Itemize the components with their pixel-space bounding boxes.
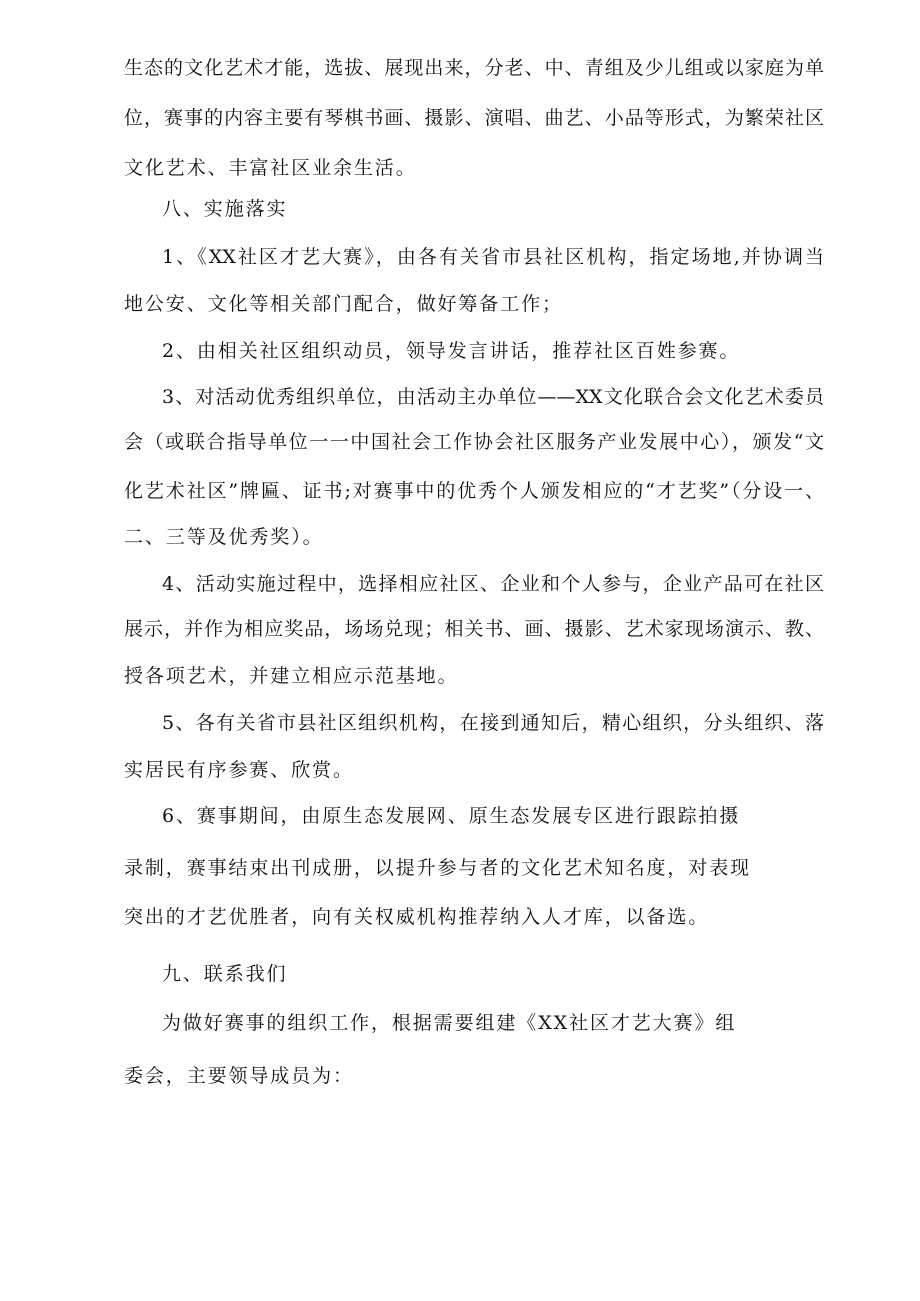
list-item-line: 展示，并作为相应奖品，场场兑现；相关书、画、摄影、艺术家现场演示、教、 [124,618,824,640]
section-heading: 八、实施落实 [162,198,288,220]
list-item-line: 5、各有关省市县社区组织机构，在接到通知后，精心组织，分头组织、落 [162,712,824,734]
paragraph-line: 位，赛事的内容主要有琴棋书画、摄影、演唱、曲艺、小品等形式，为繁荣社区 [124,107,824,129]
list-item-line: 化艺术社区”牌匾、证书;对赛事中的优秀个人颁发相应的“才艺奖”（分设一、 [124,480,824,502]
list-item-line: 2、由相关社区组织动员，领导发言讲话，推荐社区百姓参赛。 [162,340,741,362]
section-heading: 九、联系我们 [162,963,288,985]
list-item-line: 实居民有序参赛、欣赏。 [124,759,354,781]
list-item-line: 录制，赛事结束出刊成册，以提升参与者的文化艺术知名度，对表现 [124,857,752,879]
list-item-line: 3、对活动优秀组织单位，由活动主办单位——XX文化联合会文化艺术委员 [162,386,824,408]
paragraph-line: 委会，主要领导成员为： [124,1065,354,1087]
list-item-line: 地公安、文化等相关部门配合，做好筹备工作； [124,293,563,315]
list-item-line: 6、赛事期间，由原生态发展网、原生态发展专区进行跟踪拍摄 [162,805,741,827]
paragraph-line: 生态的文化艺术才能，选拔、展现出来，分老、中、青组及少儿组或以家庭为单 [124,57,824,79]
list-item-line: 二、三等及优秀奖）。 [124,526,324,548]
list-item-line: 授各项艺术，并建立相应示范基地。 [124,665,459,687]
list-item-line: 突出的才艺优胜者，向有关权威机构推荐纳入人才库，以备选。 [124,906,710,928]
list-item-line: 会（或联合指导单位一一中国社会工作协会社区服务产业发展中心），颁发“文 [124,431,824,453]
paragraph-line: 为做好赛事的组织工作，根据需要组建《XX社区才艺大赛》组 [162,1012,737,1034]
list-item-line: 1、《XX社区才艺大赛》，由各有关省市县社区机构，指定场地,并协调当 [162,246,824,268]
list-item-line: 4、活动实施过程中，选择相应社区、企业和个人参与，企业产品可在社区 [162,573,824,595]
paragraph-line: 文化艺术、丰富社区业余生活。 [124,157,417,179]
